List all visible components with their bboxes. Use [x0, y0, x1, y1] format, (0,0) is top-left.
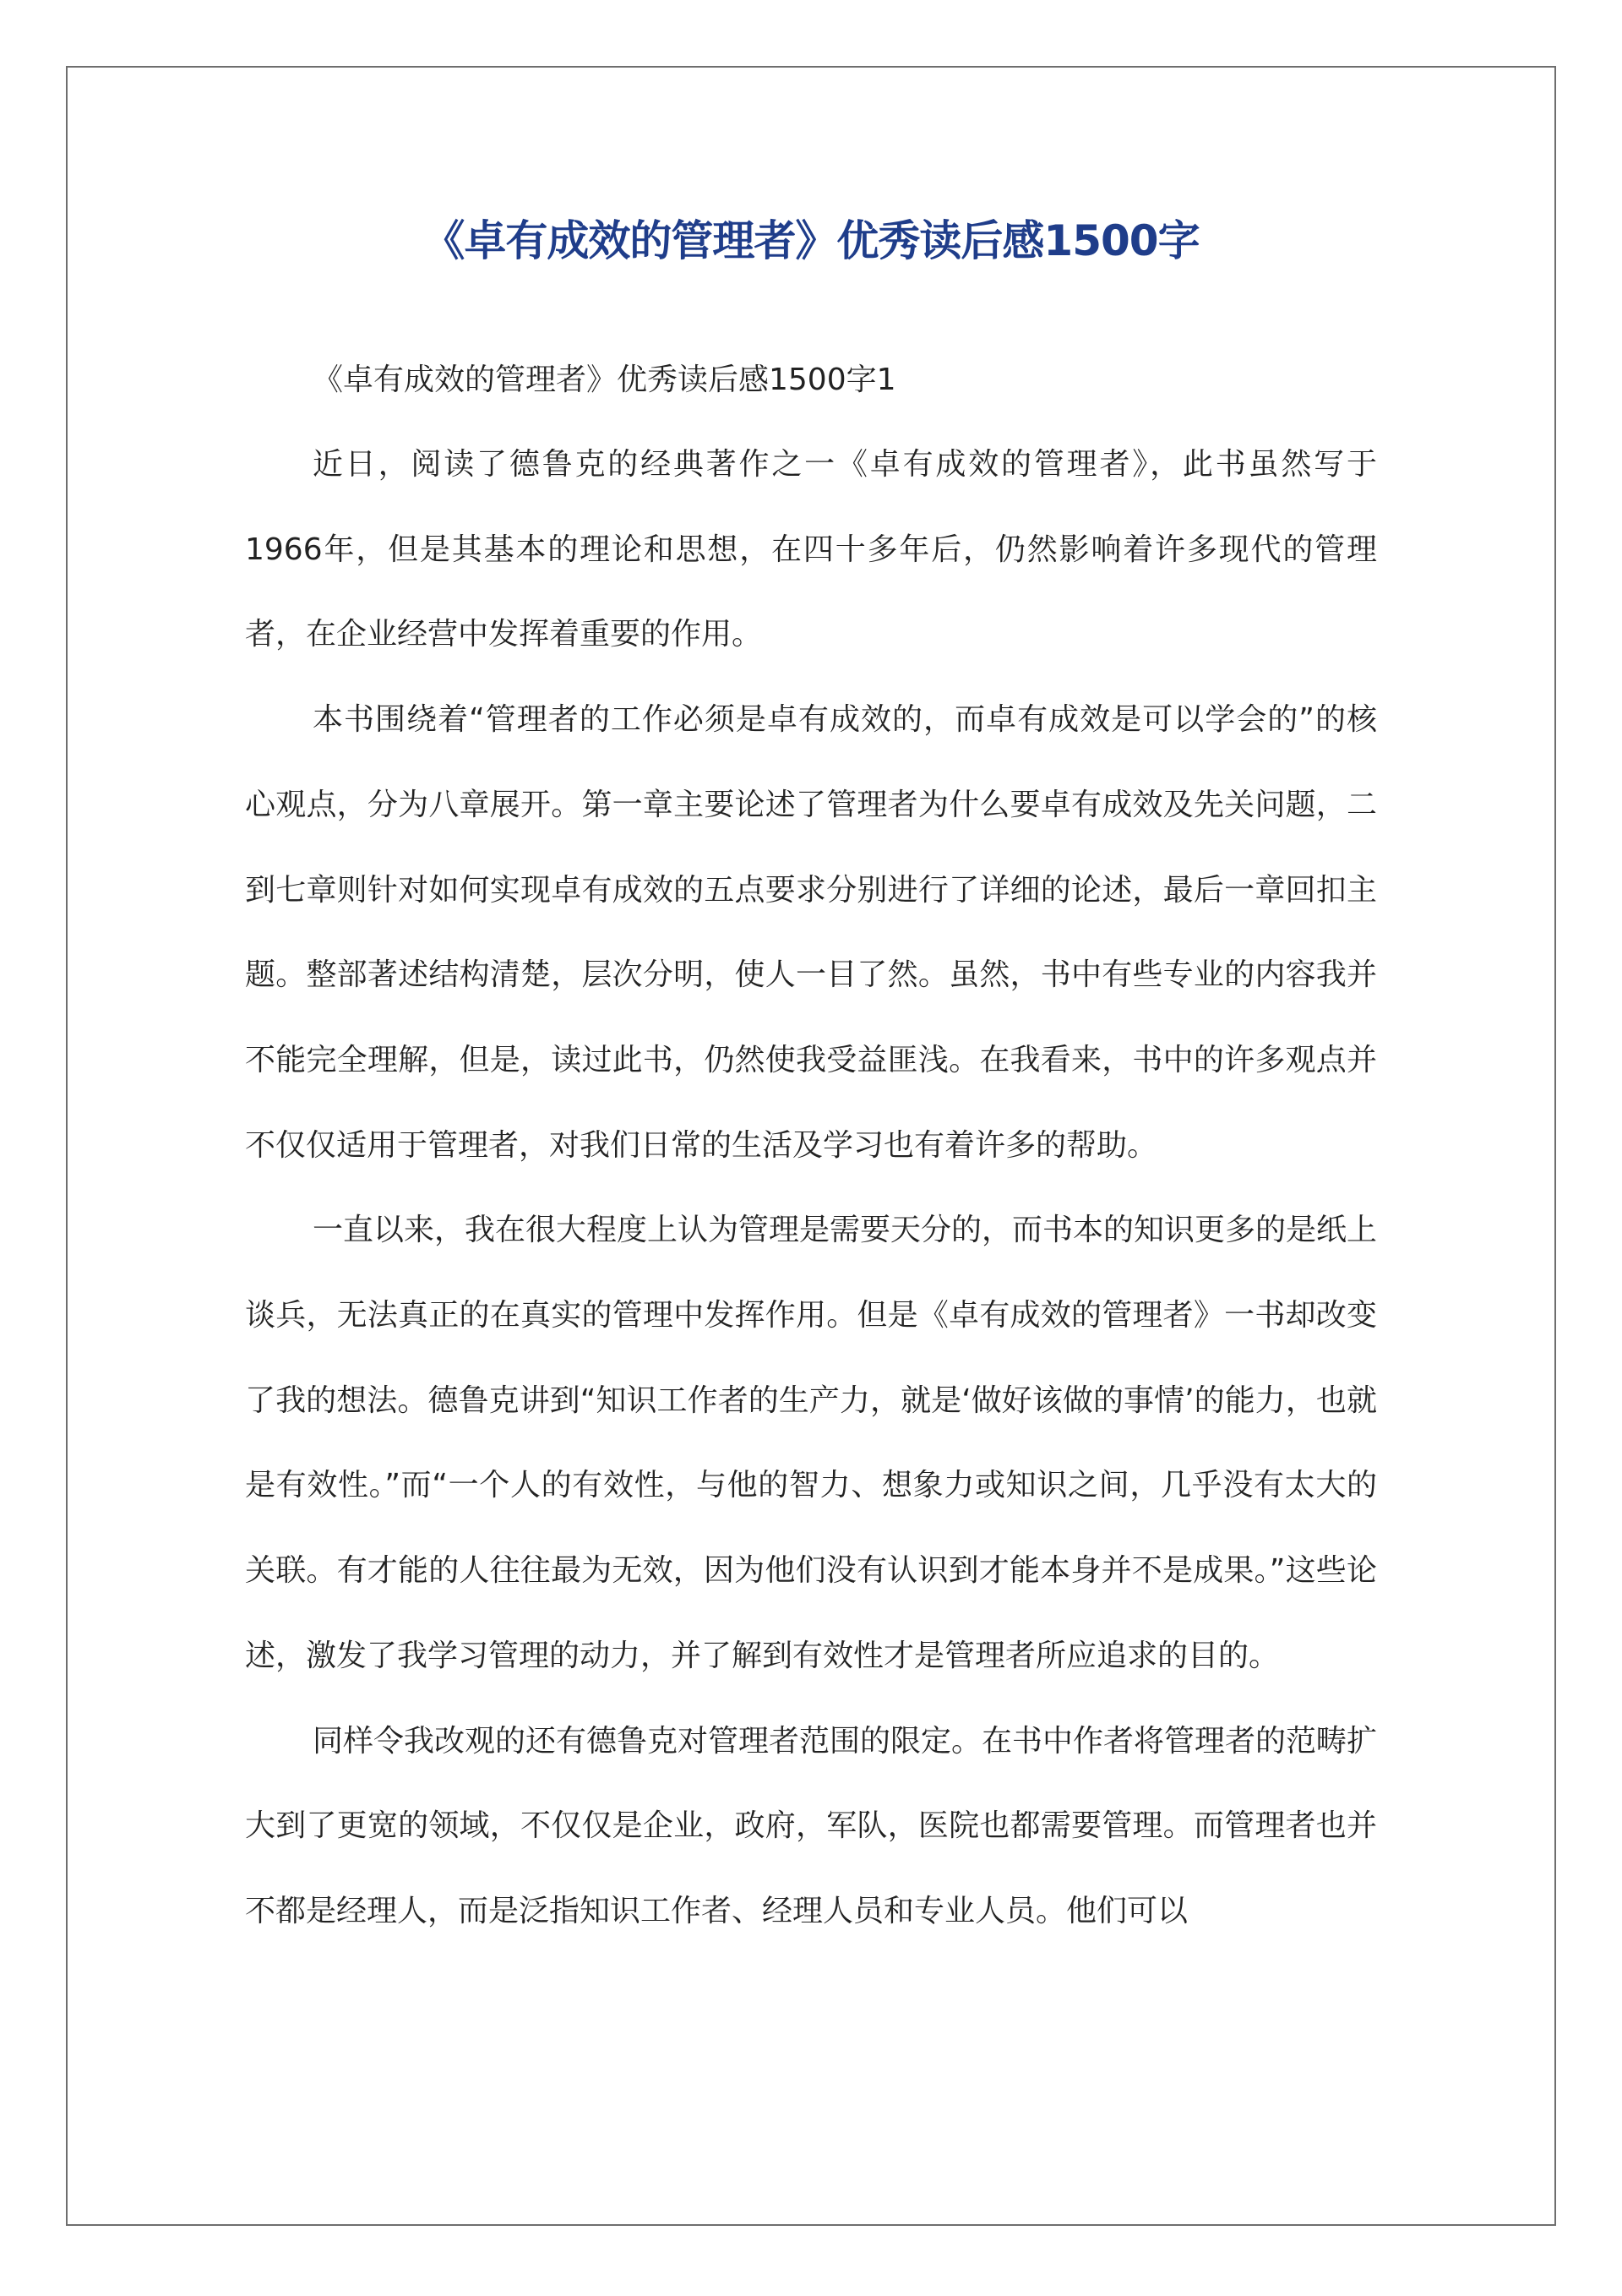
document-body [245, 203, 1377, 1955]
section-heading: 《卓有成效的管理者》优秀读后感1500字1 [313, 363, 896, 397]
paragraph-1: 近日，阅读了德鲁克的经典著作之一《卓有成效的管理者》，此书虽然写于1966年，但是其基本的理论和思想，在四十多年后，仍然影响着许多现代的管理者，在企业经营中发挥着重要的作用。 [245, 447, 1377, 652]
paragraph-4: 同样令我改观的还有德鲁克对管理者范围的限定。在书中作者将管理者的范畴扩大到了更宽的领域，不仅仅是企业，政府，军队，医院也都需要管理。而管理者也并不都是经理人，而是泛指知识工作者、经理人员和专业人员。他们可以 [245, 1723, 1378, 1928]
paragraph-3: 一直以来，我在很大程度上认为管理是需要天分的，而书本的知识更多的是纸上谈兵，无法真正的在真实的管理中发挥作用。但是《卓有成效的管理者》一书却改变了我的想法。德鲁克讲到“知识工作者的生产力，就是‘做好该做的事情’的能力，也就是有效性。”而“一个人的有效性，与他的智力、想象力或知识之间，几乎没有太大的关联。有才能的人往往最为无效，因为他们没有认识到才能本身并不是成果。”这些论述，激发了我学习管理的动力，并了解到有效性才是管理者所应追求的目的。 [245, 1213, 1378, 1673]
paragraph-2: 本书围绕着“管理者的工作必须是卓有成效的，而卓有成效是可以学会的”的核心观点，分为八章展开。第一章主要论述了管理者为什么要卓有成效及先关问题，二到七章则针对如何实现卓有成效的五点要求分别进行了详细的论述，最后一章回扣主题。整部著述结构清楚，层次分明，使人一目了然。虽然，书中有些专业的内容我并不能完全理解，但是，读过此书，仍然使我受益匪浅。在我看来，书中的许多观点并不仅仅适用于管理者，对我们日常的生活及学习也有着许多的帮助。 [245, 702, 1377, 1163]
document-title: 《卓有成效的管理者》优秀读后感1500字 [422, 216, 1200, 265]
